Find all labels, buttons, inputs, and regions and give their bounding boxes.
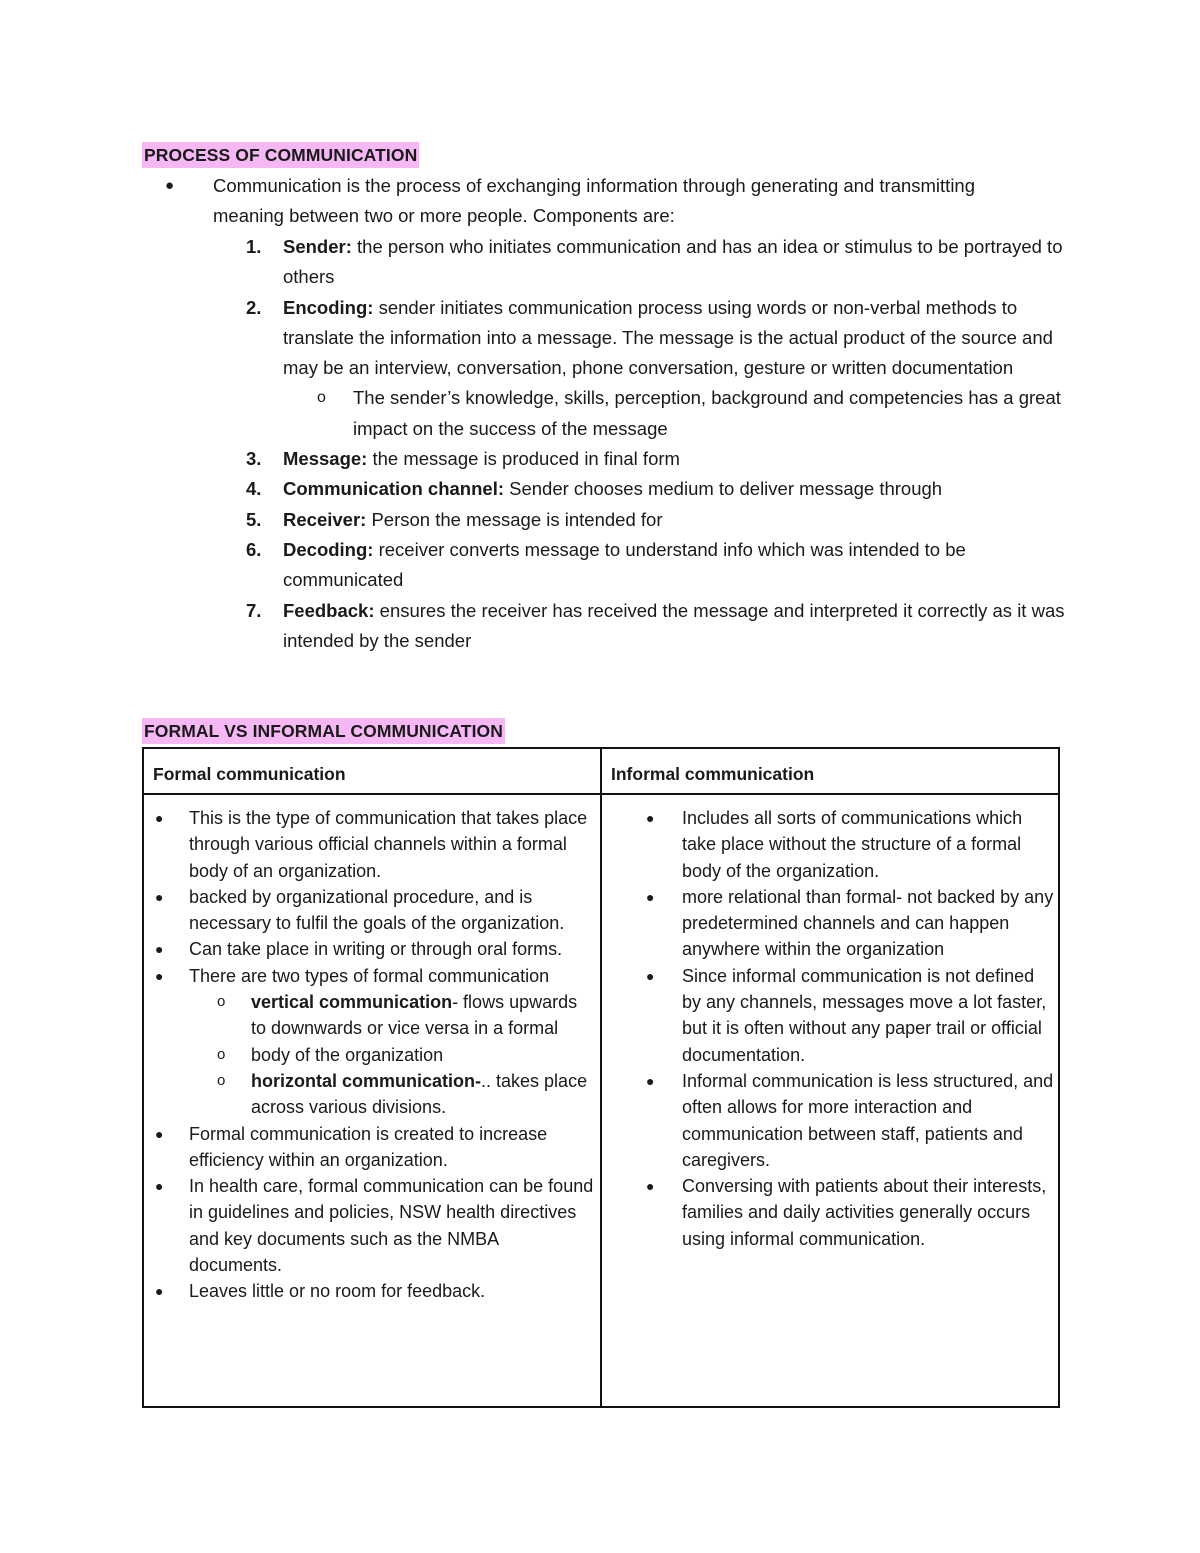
item-text: Sender chooses medium to deliver message through [504, 478, 943, 500]
comparison-table [142, 747, 1060, 1408]
list-item: ● Informal communication is less structured, and often allows for more interaction and communication between staff, patients and caregivers. [602, 1068, 1058, 1173]
components-list [165, 232, 1085, 656]
list-item: ● There are two types of formal communication [144, 963, 600, 989]
informal-cell [601, 794, 1059, 1407]
formal-cell [143, 794, 601, 1407]
bullet-icon: ● [155, 888, 164, 905]
item-number: 4. [246, 478, 262, 500]
list-item: ● Formal communication is created to increase efficiency within an organization. [144, 1121, 600, 1174]
intro-text-line2: meaning between two or more people. Components are: [213, 205, 675, 227]
list-item [246, 474, 1085, 504]
process-section-body [165, 171, 1085, 232]
section-heading-formal-vs-informal: FORMAL VS INFORMAL COMMUNICATION [142, 718, 505, 744]
bullet-icon: ● [155, 941, 164, 958]
bullet-icon: ● [155, 1178, 164, 1195]
bullet-icon: ● [155, 1283, 164, 1300]
list-item: ● Conversing with patients about their interests, families and daily activities generally occurs using informal communication. [602, 1173, 1058, 1252]
list-item: ● backed by organizational procedure, and is necessary to fulfil the goals of the organization. [144, 884, 600, 937]
list-item: ● Includes all sorts of communications which take place without the structure of a formal body of the organization. [602, 805, 1058, 884]
item-term: Feedback: [283, 599, 375, 621]
bullet-icon: ● [155, 1125, 164, 1142]
list-item [246, 505, 1085, 535]
list-item [246, 444, 1085, 474]
informal-column-header: Informal communication [601, 748, 1059, 794]
section-heading-process: PROCESS OF COMMUNICATION [142, 142, 419, 168]
item-text: sender initiates communication process using words or non-verbal methods to translate the information into a message. The message is the actual product of the source and may be an interview, conversation, phone conversation, gesture or written documentation [283, 296, 1053, 379]
item-text: receiver converts message to understand info which was intended to be communicated [283, 538, 966, 591]
item-number: 5. [246, 508, 262, 530]
list-item [246, 596, 1085, 657]
sub-list-item: o body of the organization [144, 1042, 600, 1068]
bullet-icon: ● [646, 1178, 655, 1195]
list-item [246, 293, 1085, 444]
formal-list [144, 805, 600, 1305]
item-number: 6. [246, 538, 262, 560]
item-text: the message is produced in final form [367, 448, 680, 470]
bullet-icon: ● [646, 888, 655, 905]
item-text: Person the message is intended for [366, 508, 663, 530]
item-number: 2. [246, 296, 262, 318]
item-term: Encoding: [283, 296, 374, 318]
encoding-sub-item [165, 383, 1085, 444]
table-row [143, 794, 1059, 1407]
sub-item-text: The sender’s knowledge, skills, perception, background and competencies has a great impact on the success of the message [353, 387, 1061, 439]
bullet-icon: ● [646, 810, 655, 826]
item-term: Message: [283, 448, 368, 470]
sub-list-item: o horizontal communication-.. takes place across various divisions. [144, 1068, 600, 1121]
bullet-icon: ● [646, 1072, 655, 1089]
formal-column-header: Formal communication [143, 748, 601, 794]
hollow-bullet-icon: o [217, 993, 226, 1011]
table-header-row [143, 748, 1059, 794]
item-number: 1. [246, 236, 262, 257]
item-term: Receiver: [283, 508, 367, 530]
intro-bullet [165, 171, 1085, 232]
bullet-icon: ● [155, 810, 164, 826]
item-term: Communication channel: [283, 478, 504, 500]
informal-list [602, 805, 1058, 1252]
item-term: Decoding: [283, 538, 374, 560]
item-number: 3. [246, 448, 262, 470]
list-item [246, 535, 1085, 596]
item-term: Sender: [283, 236, 352, 257]
item-number: 7. [246, 599, 262, 621]
item-text: ensures the receiver has received the message and interpreted it correctly as it was intended by the sender [283, 599, 1065, 651]
bullet-icon: ● [165, 177, 175, 194]
bullet-icon: ● [155, 967, 164, 984]
list-item: ● This is the type of communication that takes place through various official channels within a formal body of an organization. [144, 805, 600, 884]
item-text: the person who initiates communication and has an idea or stimulus to be portrayed to others [283, 236, 1063, 288]
hollow-bullet-icon: o [217, 1045, 226, 1063]
sub-list-item: o vertical communication- flows upwards to downwards or vice versa in a formal [144, 989, 600, 1042]
list-item [246, 232, 1085, 293]
list-item: ● Can take place in writing or through oral forms. [144, 936, 600, 962]
hollow-bullet-icon: o [217, 1071, 226, 1089]
list-item: ● In health care, formal communication can be found in guidelines and policies, NSW health directives and key documents such as the NMBA documents. [144, 1173, 600, 1278]
list-item: ● Leaves little or no room for feedback. [144, 1278, 600, 1304]
list-item: ● more relational than formal- not backed by any predetermined channels and can happen anywhere within the organization [602, 884, 1058, 963]
hollow-bullet-icon: o [317, 389, 326, 407]
bullet-icon: ● [646, 967, 655, 984]
intro-text-line1: Communication is the process of exchanging information through generating and transmitting [213, 175, 976, 196]
list-item: ● Since informal communication is not defined by any channels, messages move a lot faster, but it is often without any paper trail or official documentation. [602, 963, 1058, 1068]
